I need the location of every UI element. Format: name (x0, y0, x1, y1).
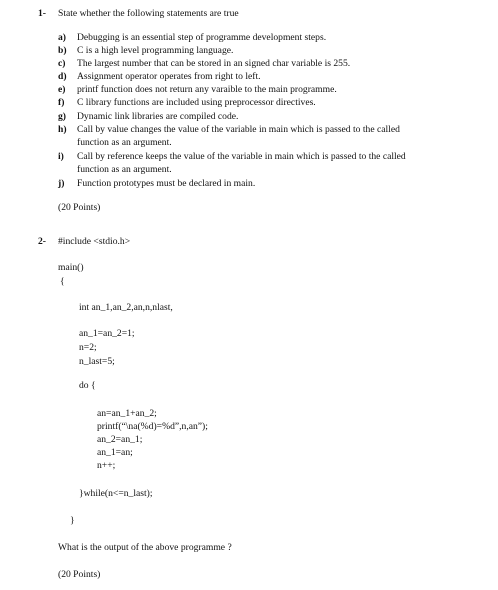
code-line: n_last=5; (79, 356, 115, 367)
code-line: { (60, 276, 65, 287)
q1-prompt: State whether the following statements are true (58, 8, 239, 19)
code-line: }while(n<=n_last); (79, 488, 153, 499)
code-line: n++; (97, 460, 116, 471)
code-line: #include <stdio.h> (58, 236, 131, 247)
list-item-text: printf function does not return any varaible to the main programme. (77, 84, 337, 95)
list-item-text: The largest number that can be stored in an signed char variable is 255. (77, 58, 351, 69)
q2-number: 2- (38, 236, 46, 247)
list-item-label: a) (58, 32, 66, 43)
code-line: int an_1,an_2,an,n,nlast, (79, 302, 173, 313)
code-line: an_1=an_2=1; (79, 328, 135, 339)
code-line: } (70, 515, 75, 526)
code-line: an=an_1+an_2; (97, 408, 157, 419)
list-item-label: f) (58, 97, 65, 108)
list-item-text: Call by reference keeps the value of the variable in main which is passed to the called (77, 151, 406, 162)
list-item-label: c) (58, 58, 66, 69)
list-item-text: Debugging is an essential step of programme development steps. (77, 32, 327, 43)
code-line: printf(“\na(%d)=%d”,n,an”); (97, 421, 208, 432)
list-item-text: Assignment operator operates from right to left. (77, 71, 261, 82)
list-item-label: j) (58, 178, 65, 189)
list-item-text: Call by value changes the value of the variable in main which is passed to the called (77, 124, 400, 135)
code-line: do { (79, 380, 96, 391)
code-line: n=2; (79, 342, 97, 353)
list-item-label: e) (58, 84, 66, 95)
list-item-text: C is a high level programming language. (77, 45, 234, 56)
code-line: main() (58, 262, 84, 273)
q2-points: (20 Points) (58, 569, 101, 580)
list-item-text: Dynamic link libraries are compiled code. (77, 111, 239, 122)
q2-question: What is the output of the above programme ? (58, 542, 232, 553)
list-item-text-continued: function as an argument. (77, 164, 172, 175)
list-item-label: b) (58, 45, 67, 56)
list-item-label: h) (58, 124, 67, 135)
list-item-text: Function prototypes must be declared in main. (77, 178, 256, 189)
q1-points: (20 Points) (58, 202, 101, 213)
list-item-text: C library functions are included using preprocessor directives. (77, 97, 316, 108)
code-line: an_1=an; (97, 447, 133, 458)
q1-number: 1- (38, 8, 46, 19)
list-item-label: i) (58, 151, 64, 162)
list-item-label: d) (58, 71, 67, 82)
list-item-label: g) (58, 111, 66, 122)
code-line: an_2=an_1; (97, 434, 143, 445)
list-item-text-continued: function as an argument. (77, 137, 172, 148)
